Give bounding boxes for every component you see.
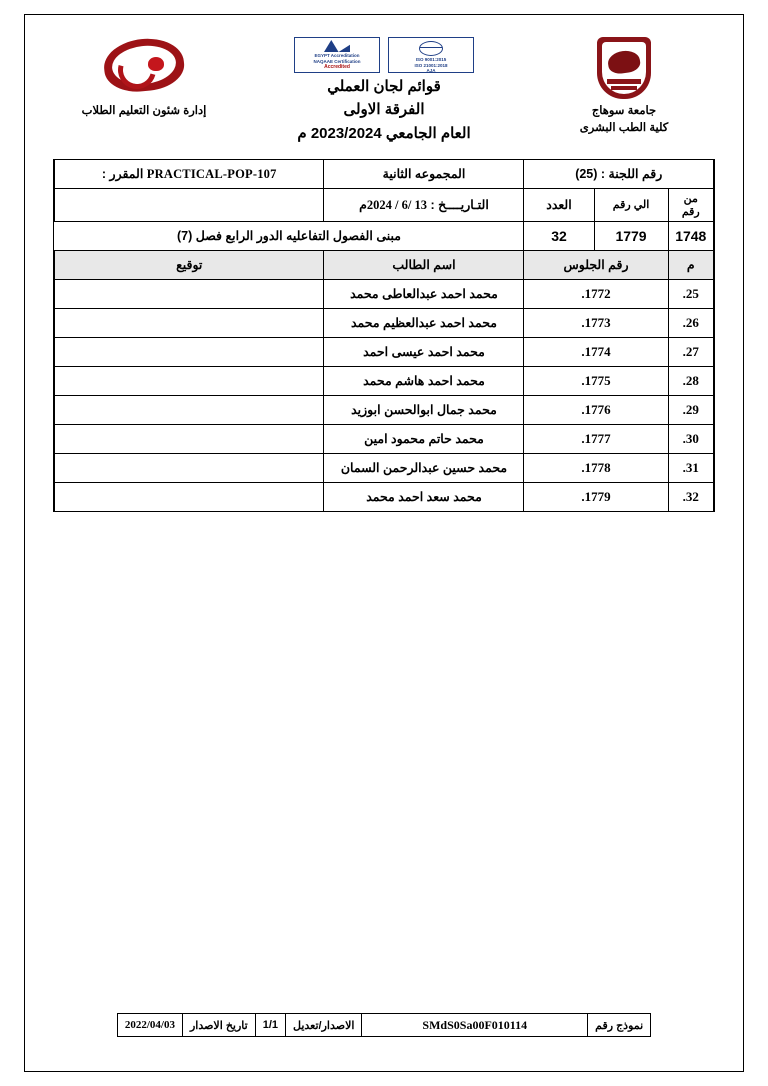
row-student-name: محمد احمد هاشم محمد [324,366,524,395]
row-seat: 1772. [524,279,668,308]
row-index: 28. [668,366,714,395]
row-student-name: محمد احمد عبدالعظيم محمد [324,308,524,337]
row-seat: 1773. [524,308,668,337]
edition-label: الاصدار/تعديل [286,1014,362,1037]
naqaae-accreditation-icon [294,37,380,73]
document-header [37,27,731,145]
table-row [54,337,714,366]
table-row [54,453,714,482]
aja-line1: ISO 9001:2015 [415,57,447,62]
aja-line2: ISO 21001:2018 [414,62,448,68]
meta-row-3 [54,221,714,250]
university-name: جامعة سوهاج [591,105,657,117]
col-signature: توقيع [54,250,324,279]
course-code: PRACTICAL-POP-107 [146,166,277,181]
row-index: 27. [668,337,714,366]
course-label: المقرر : [101,166,144,181]
row-index: 25. [668,279,714,308]
row-signature[interactable] [54,337,324,366]
row-signature[interactable] [54,279,324,308]
from-value: 1748 [668,221,714,250]
row-index: 30. [668,424,714,453]
count-value: 32 [524,221,594,250]
from-label: من رقم [668,188,714,221]
footer-table [117,1013,651,1037]
spacer-cell [54,188,324,221]
document-footer [37,1013,731,1037]
row-seat: 1778. [524,453,668,482]
table-column-headers [54,250,714,279]
hall-location: مبنى الفصول التفاعليه الدور الرابع فصل (7) [54,221,524,250]
aja-line3: AJA [426,68,436,73]
row-student-name: محمد حسين عبدالرحمن السمان [324,453,524,482]
table-row [54,366,714,395]
group-name: المجموعه الثانية [324,159,524,188]
col-name: اسم الطالب [324,250,524,279]
row-signature[interactable] [54,424,324,453]
table-row [54,482,714,511]
page-inner [37,27,731,1059]
table-row [54,395,714,424]
naqaae-line1: EGYPT Accreditation [314,53,360,58]
document-title-block [229,37,539,145]
meta-row-1 [54,159,714,188]
title-line-3: العام الجامعي 2023/2024 م [297,124,471,142]
students-list-table [53,159,715,512]
row-signature[interactable] [54,366,324,395]
sohag-university-emblem-icon [597,37,651,99]
row-index: 31. [668,453,714,482]
row-seat: 1774. [524,337,668,366]
university-identity [539,37,709,138]
faculty-name: كلية الطب البشرى [579,122,669,135]
row-student-name: محمد جمال ابوالحسن ابوزيد [324,395,524,424]
col-index: م [668,250,714,279]
date-label: التـاريــــخ : [430,197,489,212]
table-row [54,308,714,337]
student-affairs-identity [59,37,229,120]
date-value: 13 /6 / 2024م [359,197,427,212]
student-affairs-emblem-icon [96,37,192,99]
row-signature[interactable] [54,395,324,424]
form-number-label: نموذج رقم [588,1014,651,1037]
row-index: 29. [668,395,714,424]
col-seat: رقم الجلوس [524,250,668,279]
certification-logos [229,37,539,73]
row-seat: 1779. [524,482,668,511]
row-signature[interactable] [54,482,324,511]
title-line-1: قوائم لجان العملي [327,78,441,95]
title-line-2: الفرقة الاولى [343,101,425,119]
row-seat: 1777. [524,424,668,453]
row-signature[interactable] [54,308,324,337]
course-cell [54,159,324,188]
naqaae-line3: Accredited [324,64,350,71]
row-index: 26. [668,308,714,337]
row-signature[interactable] [54,453,324,482]
row-seat: 1776. [524,395,668,424]
row-student-name: محمد احمد عبدالعاطى محمد [324,279,524,308]
form-number-value: SMdS0Sa00F010114 [362,1014,588,1037]
row-student-name: محمد احمد عيسى احمد [324,337,524,366]
naqaae-line2: NAQAAE Certification [313,58,361,64]
edition-value: 1/1 [255,1014,285,1037]
to-value: 1779 [594,221,668,250]
table-row [54,279,714,308]
row-student-name: محمد حاتم محمود امين [324,424,524,453]
administration-name: إدارة شئون التعليم الطلاب [81,105,207,117]
document-page [24,14,744,1072]
row-index: 32. [668,482,714,511]
committee-number: رقم اللجنة : (25) [524,159,714,188]
table-row [54,424,714,453]
issue-date-value: 2022/04/03 [117,1014,182,1037]
row-student-name: محمد سعد احمد محمد [324,482,524,511]
aja-iso-certificate-icon [388,37,474,73]
issue-date-label: تاريخ الاصدار [182,1014,255,1037]
row-seat: 1775. [524,366,668,395]
count-label: العدد [524,188,594,221]
naqaae-line4: CAB # 01207 [323,70,351,73]
to-label: الي رقم [594,188,668,221]
meta-row-2 [54,188,714,221]
date-cell [324,188,524,221]
